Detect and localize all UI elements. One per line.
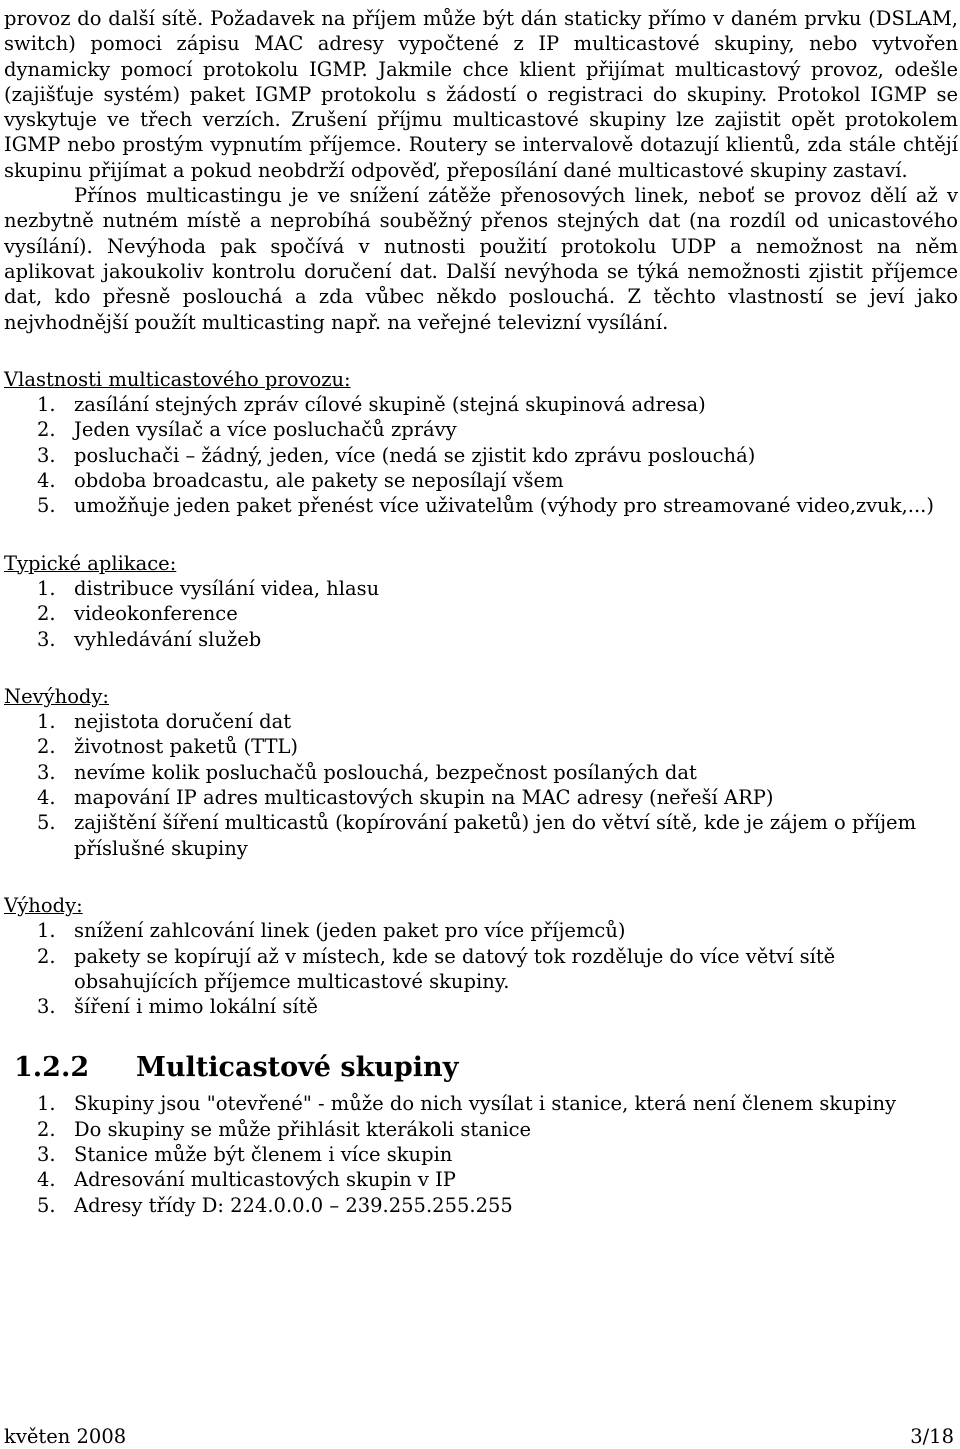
list-item-text: vyhledávání služeb [74,627,262,651]
list-number: 3. [37,627,56,651]
page-number: 3/18 [910,1425,954,1448]
section-title: Typické aplikace: [4,551,177,575]
page-footer [4,1424,954,1449]
list-item-text: videokonference [74,602,238,626]
list-item-text: Adresování multicastových skupin v IP [74,1168,456,1192]
list-item-text: zasílání stejných zpráv cílové skupině (stejná skupinová adresa) [74,393,706,417]
list-number: 1. [37,919,56,943]
list-item-text: Skupiny jsou "otevřené" - může do nich vysílat i stanice, která není členem skupiny [74,1092,897,1116]
list-item-text: pakety se kopírují až v místech, kde se datový tok rozděluje do více větví sítě obsahujících příjemce multicastové skupiny. [74,944,836,993]
section-disadvantages [4,684,958,861]
heading-number: 1.2.2 [14,1052,90,1084]
intro-paragraph: provoz do další sítě. Požadavek na příjem může být dán staticky přímo v daném prvku (DSLAM, switch) pomoci zápisu MAC adresy vypočtené z IP multicastové skupiny, nebo vytvořen dynamicky pomocí protokolu IGMP. Jakmile chce klient přijímat multicastový provoz, odešle (zajišťuje systém) paket IGMP protokolu s žádostí o registraci do skupiny. Protokol IGMP se vyskytuje ve třech verzích. Zrušení příjmu multicastové skupiny lze zajistit opět protokolem IGMP nebo prostým vypnutím příjemce. Routery se intervalově dotazují klientů, zda stále chtějí skupinu přijímat a pokud neobdrží odpověď, přeposílání dané multicastové skupiny zastaví. [4,7,958,182]
list-item [4,1167,958,1192]
list-item [4,576,958,601]
document-page [4,6,958,1218]
list-item-text: snížení zahlcování linek (jeden paket pro více příjemců) [74,919,626,943]
list-number: 1. [37,1092,56,1116]
list-item [4,944,958,995]
list-item [4,417,958,442]
section-title: Vlastnosti multicastového provozu: [4,367,351,391]
benefits-paragraph: Přínos multicastingu je ve snížení zátěže přenosových linek, neboť se provoz dělí až v nezbytně nutném místě a neprobíhá souběžný přenos stejných dat (na rozdíl od unicastového vysílání). Nevýhoda pak spočívá v nutnosti použití protokolu UDP a nemožnost na něm aplikovat jakoukoliv kontrolu doručení dat. Další nevýhoda se týká nemožnosti zjistit příjemce dat, kdo přesně poslouchá a zda vůbec někdo poslouchá. Z těchto vlastností se jeví jako nejvhodnější použít multicasting např. na veřejné televizní vysílání. [4,184,958,334]
list-number: 1. [37,576,56,600]
list-item-text: posluchači – žádný, jeden, více (nedá se zjistit kdo zprávu poslouchá) [74,443,756,467]
list-number: 2. [37,602,56,626]
list-item [4,760,958,785]
list-number: 2. [37,1117,56,1141]
numbered-list [4,709,958,861]
list-number: 5. [37,494,56,518]
list-number: 5. [37,1193,56,1217]
numbered-list [4,392,958,518]
section-title: Výhody: [4,893,83,917]
section-properties [4,367,958,519]
list-item-text: Jeden vysílač a více posluchačů zprávy [74,418,457,442]
numbered-list [4,576,958,652]
list-number: 3. [37,443,56,467]
list-item-text: Stanice může být členem i více skupin [74,1142,453,1166]
numbered-list [4,1091,958,1217]
list-number: 4. [37,469,56,493]
list-item [4,918,958,943]
list-item [4,392,958,417]
list-item-text: životnost paketů (TTL) [74,735,299,759]
list-item-text: zajištění šíření multicastů (kopírování paketů) jen do větví sítě, kde je zájem o příjem příslušné skupiny [74,811,917,860]
list-number: 3. [37,760,56,784]
list-item-text: distribuce vysílání videa, hlasu [74,576,380,600]
section-applications [4,551,958,652]
list-number: 1. [37,393,56,417]
heading-title: Multicastové skupiny [136,1052,459,1084]
list-item [4,810,958,861]
list-item-text: umožňuje jeden paket přenést více uživatelům (výhody pro streamované video,zvuk,...) [74,494,934,518]
list-item-text: nejistota doručení dat [74,710,292,734]
list-number: 1. [37,710,56,734]
list-number: 4. [37,1168,56,1192]
list-item [4,734,958,759]
list-number: 5. [37,811,56,835]
list-item-text: šíření i mimo lokální sítě [74,995,318,1019]
list-item [4,709,958,734]
list-item [4,443,958,468]
list-item-text: mapování IP adres multicastových skupin na MAC adresy (neřeší ARP) [74,786,774,810]
list-item [4,468,958,493]
section-advantages [4,893,958,1019]
list-number: 4. [37,786,56,810]
list-item [4,1193,958,1218]
list-number: 2. [37,944,56,968]
list-item-text: obdoba broadcastu, ale pakety se neposílají všem [74,469,564,493]
numbered-list [4,918,958,1019]
list-number: 3. [37,1142,56,1166]
list-item [4,493,958,518]
list-number: 2. [37,735,56,759]
list-number: 3. [37,995,56,1019]
footer-date: květen 2008 [4,1425,127,1448]
list-item [4,627,958,652]
list-item [4,994,958,1019]
list-item-text: Do skupiny se může přihlásit kterákoli stanice [74,1117,532,1141]
section-heading [4,1051,958,1085]
list-item [4,601,958,626]
list-item [4,1142,958,1167]
section-title: Nevýhody: [4,684,110,708]
list-number: 2. [37,418,56,442]
list-item-text: nevíme kolik posluchačů poslouchá, bezpečnost posílaných dat [74,760,697,784]
list-item [4,1117,958,1142]
list-item-text: Adresy třídy D: 224.0.0.0 – 239.255.255.255 [74,1193,513,1217]
list-item [4,785,958,810]
list-item [4,1091,958,1116]
